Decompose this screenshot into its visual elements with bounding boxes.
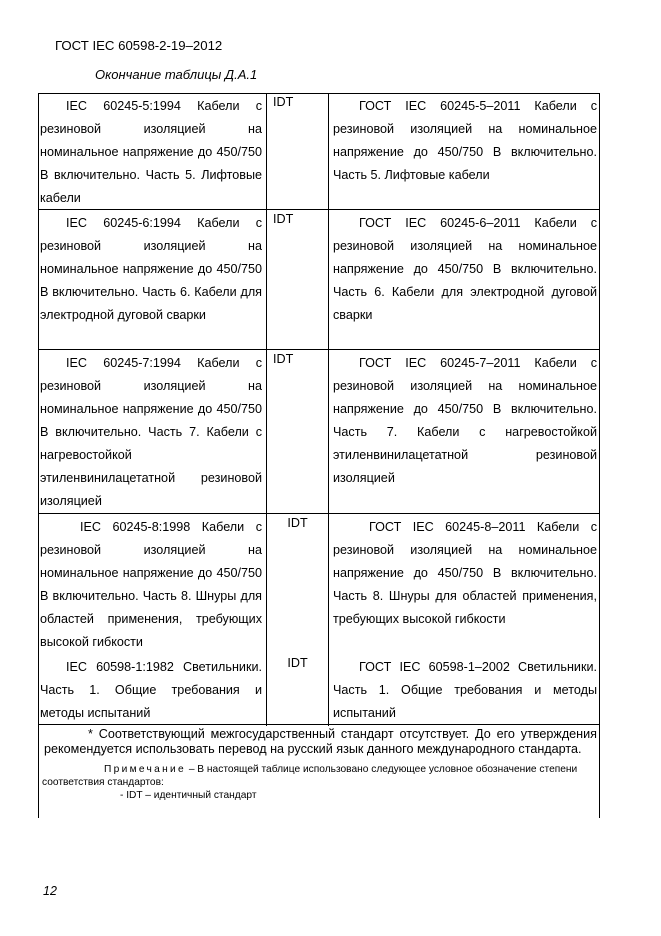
interstate-standard-text: ГОСТ IEC 60245-7–2011 Кабели с резиновой изоляцией на номинальное напряжение до 450/750 В включительно. Часть 7. Кабели с нагревостойкой этиленвинилацетатной резиновой изоляцией <box>333 356 597 485</box>
table-caption: Окончание таблицы Д.А.1 <box>95 67 258 82</box>
interstate-standard-cell <box>329 514 600 654</box>
degree-cell: IDT <box>267 350 329 513</box>
international-standard-cell <box>38 654 267 726</box>
international-standard-cell <box>38 350 267 513</box>
international-standard-cell <box>38 93 267 209</box>
interstate-standard-cell <box>329 210 600 349</box>
table-row <box>38 209 600 349</box>
footnote-text: * Соответствующий межгосударственный стандарт отсутствует. До его утверждения рекомендуется использовать перевод на русский язык данного международного стандарта. <box>44 727 597 756</box>
table-notes <box>38 724 600 802</box>
interstate-standard-text: ГОСТ IEC 60245-6–2011 Кабели с резиновой изоляцией на номинальное напряжение до 450/750 В включительно. Часть 6. Кабели для электродной дуговой сварки <box>333 216 597 322</box>
international-standard-cell <box>38 514 267 654</box>
table-row <box>38 513 600 654</box>
table-row <box>38 654 600 726</box>
note-text: – В настоящей таблице использовано следующее условное обозначение степени соответствия стандартов: <box>42 764 578 788</box>
interstate-standard-cell <box>329 350 600 513</box>
degree-cell: IDT <box>267 654 329 726</box>
international-standard-text: IEC 60245-8:1998 Кабели с резиновой изоляцией на номинальное напряжение до 450/750 В включительно. Часть 8. Шнуры для областей применения, требующих высокой гибкости <box>40 520 262 649</box>
degree-cell: IDT <box>267 93 329 209</box>
international-standard-text: IEC 60245-7:1994 Кабели с резиновой изоляцией на номинальное напряжение до 450/750 В включительно. Часть 7. Кабели с нагревостойкой этиленвинилацетатной резиновой изоляцией <box>40 356 262 508</box>
table-row <box>38 93 600 209</box>
page-number: 12 <box>43 884 57 898</box>
interstate-standard-text: ГОСТ IEC 60245-5–2011 Кабели с резиновой изоляцией на номинальное напряжение до 450/750 В включительно. Часть 5. Лифтовые кабели <box>333 99 597 182</box>
interstate-standard-text: ГОСТ IEC 60245-8–2011 Кабели с резиновой изоляцией на номинальное напряжение до 450/750 В включительно. Часть 8. Шнуры для областей применения, требующих высокой гибкости <box>333 520 597 626</box>
footnote <box>38 725 600 757</box>
international-standard-text: IEC 60245-6:1994 Кабели с резиновой изоляцией на номинальное напряжение до 450/750 В включительно. Часть 6. Кабели для электродной дуговой сварки <box>40 216 262 322</box>
note-item: - IDT – идентичный стандарт <box>120 790 257 801</box>
international-standard-cell <box>38 210 267 349</box>
note <box>38 757 600 789</box>
correspondence-table <box>38 93 600 726</box>
degree-cell: IDT <box>267 210 329 349</box>
international-standard-text: IEC 60245-5:1994 Кабели с резиновой изоляцией на номинальное напряжение до 450/750 В включительно. Часть 5. Лифтовые кабели <box>40 99 262 205</box>
international-standard-text: IEC 60598-1:1982 Светильники. Часть 1. Общие требования и методы испытаний <box>40 660 262 720</box>
interstate-standard-cell <box>329 93 600 209</box>
interstate-standard-cell <box>329 654 600 726</box>
document-header: ГОСТ IEC 60598-2-19–2012 <box>55 38 223 53</box>
interstate-standard-text: ГОСТ IEC 60598-1–2002 Светильники. Часть 1. Общие требования и методы испытаний <box>333 660 597 720</box>
degree-cell: IDT <box>267 514 329 654</box>
table-row <box>38 349 600 513</box>
note-label: Примечание <box>104 764 186 775</box>
